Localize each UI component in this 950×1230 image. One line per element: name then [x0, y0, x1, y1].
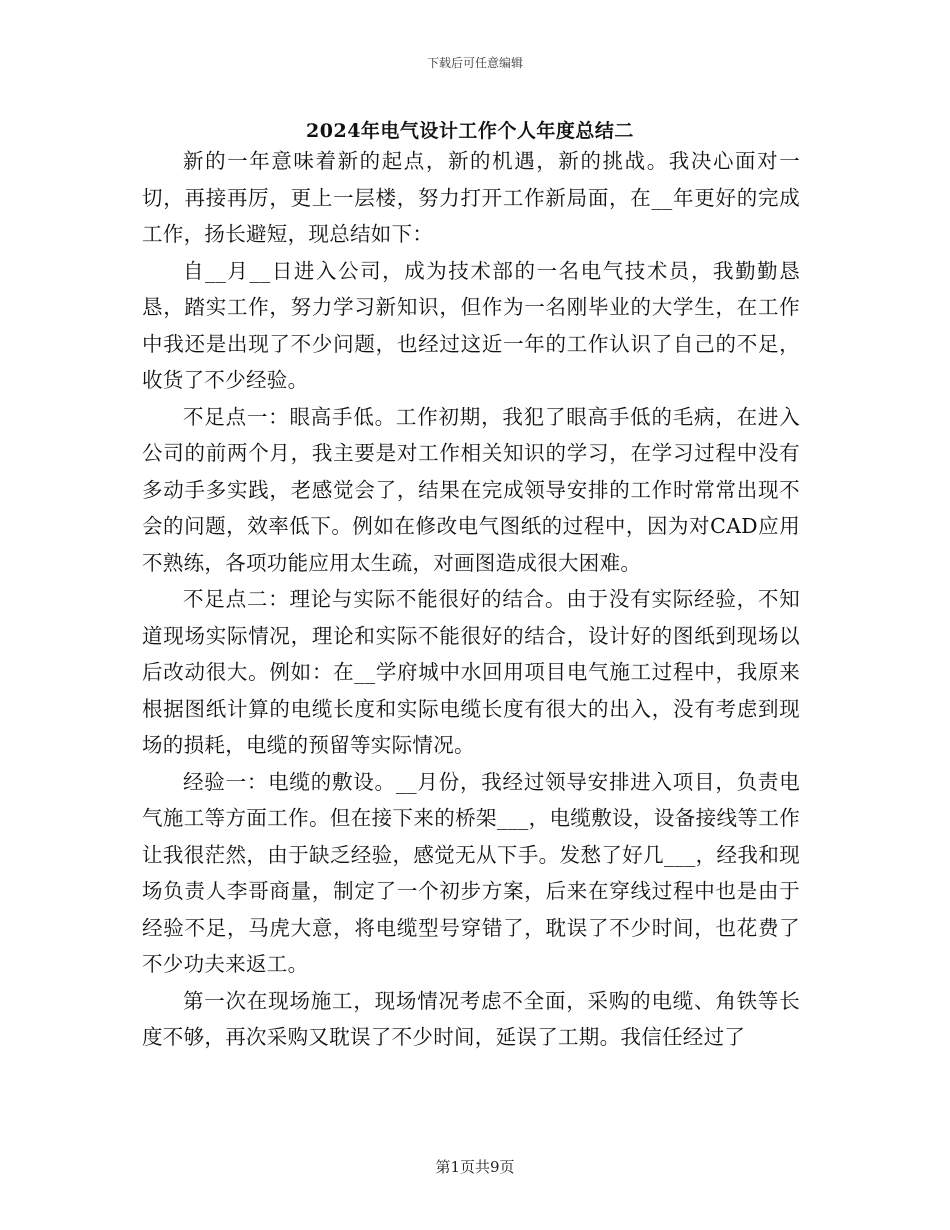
paragraph-background: 自__月__日进入公司，成为技术部的一名电气技术员，我勤勤恳恳，踏实工作，努力学习新知识，但作为一名刚毕业的大学生，在工作中我还是出现了不少问题，也经过这近一年的工作认识了自己的不足，收货了不少经验。	[142, 258, 800, 392]
paragraph-intro: 新的一年意味着新的起点，新的机遇，新的挑战。我决心面对一切，再接再厉，更上一层楼，努力打开工作新局面，在__年更好的完成工作，扬长避短，现总结如下：	[142, 149, 800, 246]
paragraph-shortcoming-2: 不足点二：理论与实际不能很好的结合。由于没有实际经验，不知道现场实际情况，理论和实际不能很好的结合，设计好的图纸到现场以后改动很大。例如：在__学府城中水回用项目电气施工过程中，我原来根据图纸计算的电缆长度和实际电缆长度有很大的出入，没有考虑到现场的损耗，电缆的预留等实际情况。	[142, 587, 800, 757]
document-body	[142, 143, 800, 1056]
header-note: 下载后可任意编辑	[426, 56, 523, 70]
paragraph-shortcoming-1: 不足点一：眼高手低。工作初期，我犯了眼高手低的毛病，在进入公司的前两个月，我主要是对工作相关知识的学习，在学习过程中没有多动手多实践，老感觉会了，结果在完成领导安排的工作时常常出现不会的问题，效率低下。例如在修改电气图纸的过程中，因为对CAD应用不熟练，各项功能应用太生疏，对画图造成很大困难。	[142, 404, 800, 575]
document-title: 2024年电气设计工作个人年度总结二	[306, 120, 634, 142]
paragraph-site-construction: 第一次在现场施工，现场情况考虑不全面，采购的电缆、角铁等长度不够，再次采购又耽误了不少时间，延误了工期。我信任经过了	[142, 988, 800, 1049]
page-number: 第1页共9页	[435, 1158, 515, 1176]
paragraph-experience-1: 经验一：电缆的敷设。__月份，我经过领导安排进入项目，负责电气施工等方面工作。但在接下来的桥架___，电缆敷设，设备接线等工作让我很茫然，由于缺乏经验，感觉无从下手。发愁了好几___，经我和现场负责人李哥商量，制定了一个初步方案，后来在穿线过程中也是由于经验不足，马虎大意，将电缆型号穿错了，耽误了不少时间，也花费了不少功夫来返工。	[142, 769, 800, 976]
